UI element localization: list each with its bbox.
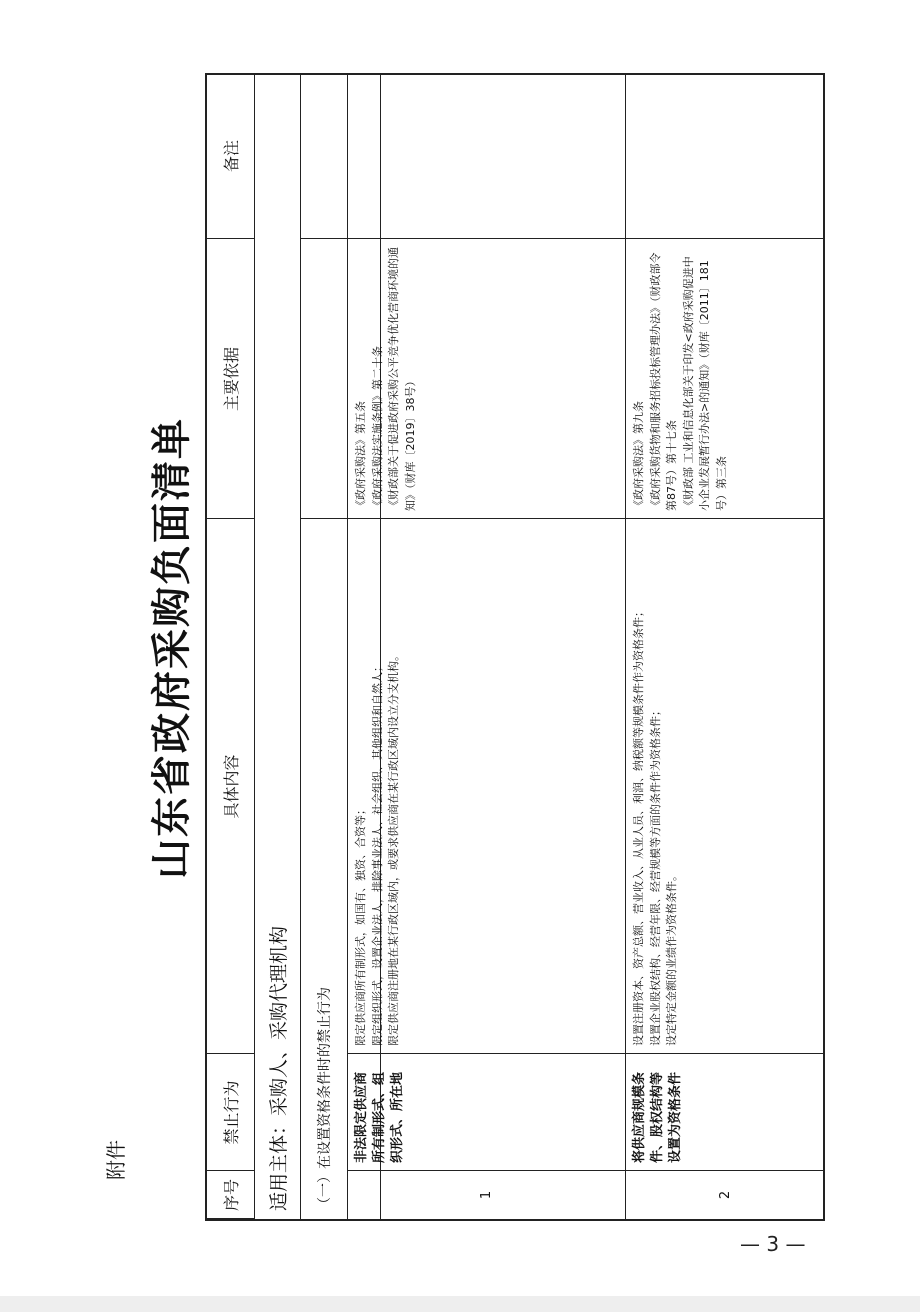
header-content: 具体内容: [222, 754, 241, 819]
header-remark: 备注: [222, 140, 241, 173]
page-number: — 3 —: [740, 1232, 806, 1256]
row-1-basis: 《政府采购法》第五条 《政府采购法实施条例》第二十条 《财政部关于促进政府采购公平竞争优化营商环境的通知》（财库〔2019〕38号）: [354, 247, 417, 511]
section-title: 适用主体：采购人、采购代理机构: [267, 925, 290, 1211]
subsection-title: （一）在设置资格条件时的禁止行为: [316, 987, 333, 1211]
header-basis: 主要依据: [222, 347, 241, 412]
row-2-seq: 2: [717, 1190, 733, 1200]
row-2-remark: [625, 73, 825, 239]
negative-list-table: [205, 73, 825, 1221]
row-1-content: 限定供应商所有制形式，如国有、独资、合资等； 限定组织形式，设置企业法人，排除事业法人、社会组织、其他组织和自然人； 限定供应商注册地在某行政区域内，或要求供应商在某行政区域内设立分支机构。: [354, 650, 400, 1046]
row-1-act: 非法限定供应商所有制形式、组织形式、所在地: [354, 1071, 405, 1163]
attachment-label: 附件: [104, 1140, 128, 1180]
row-2-basis: 《政府采购法》第九条 《政府采购货物和服务招标投标管理办法》（财政部令第87号）第十七条 《财政部 工业和信息化部关于印发<政府采购促进中小企业发展暂行办法>的通知》（财库〔2011〕181号）第三条: [632, 252, 728, 511]
row-2-content: 设置注册资本、资产总额、营业收入、从业人员、利润、纳税额等规模条件作为资格条件； 设置企业股权结构、经营年限、经营规模等方面的条件作为资格条件； 设定特定金额的业绩作为资格条件。: [632, 606, 678, 1046]
document-title: 山东省政府采购负面清单: [148, 417, 195, 879]
header-act: 禁止行为: [222, 1080, 241, 1145]
header-seq: 序号: [222, 1179, 241, 1212]
row-2-act: 将供应商规模条件、股权结构等设置为资格条件: [632, 1071, 683, 1163]
row-1-remark: [347, 73, 625, 239]
row-1-seq: 1: [478, 1190, 494, 1200]
